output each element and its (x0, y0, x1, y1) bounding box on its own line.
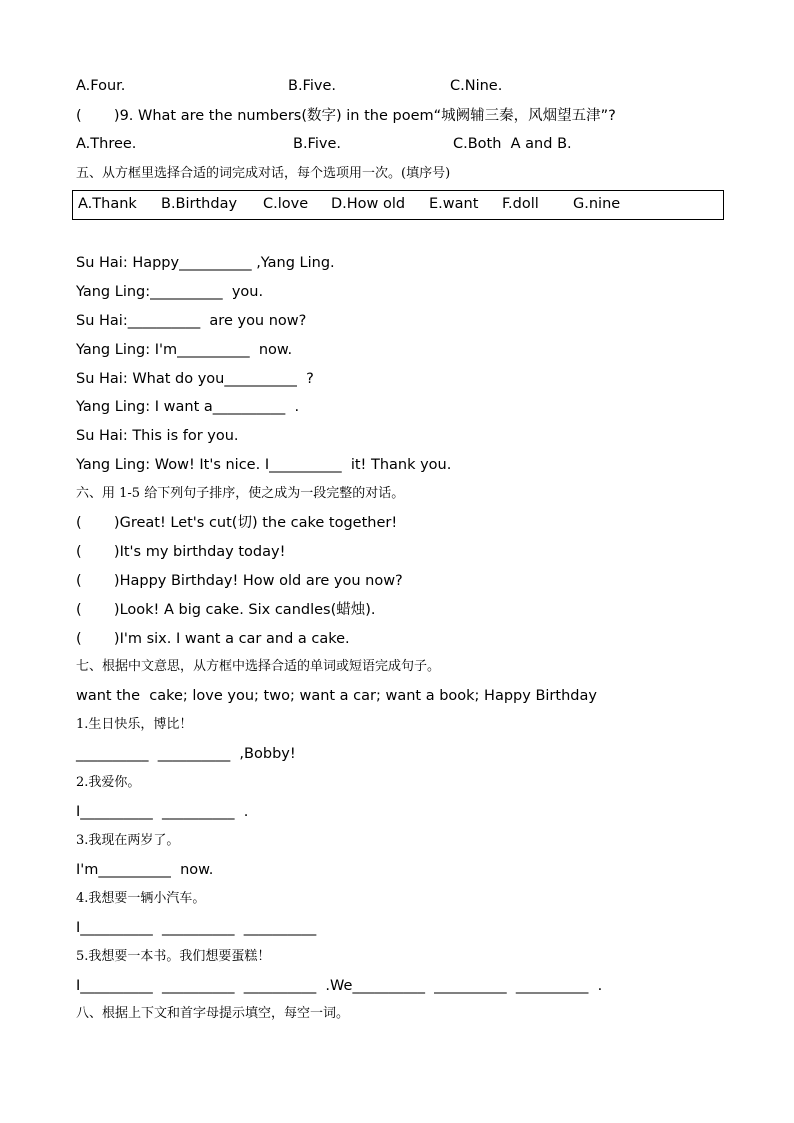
box-option-g: G.nine (573, 196, 621, 212)
dialogue-line: Yang Ling: Wow! It's nice. I__________ it! Thank you. (76, 457, 452, 473)
section7-item-cn: 4.我想要一辆小汽车。 (76, 891, 206, 906)
section7-item-cn: 2.我爱你。 (76, 775, 141, 790)
box-option-c: C.love (263, 196, 309, 212)
order-item: ( )I'm six. I want a car and a cake. (76, 631, 350, 647)
q9-question: ( )9. What are the numbers(数字) in the poem“城阙辅三秦，风烟望五津”? (76, 108, 616, 124)
section7-word-list: want the cake; love you; two; want a car; want a book; Happy Birthday (76, 688, 597, 704)
section7-item-en: I__________ __________ __________ (76, 920, 317, 936)
section5-title: 五、从方框里选择合适的词完成对话，每个选项用一次。(填序号) (76, 166, 451, 181)
q9-option-b: B.Five. (293, 136, 341, 152)
section7-item-cn: 3.我现在两岁了。 (76, 833, 180, 848)
dialogue-line: Yang Ling: I'm__________ now. (76, 342, 293, 358)
word-box (72, 190, 724, 220)
order-item: ( )It's my birthday today! (76, 544, 286, 560)
section7-item-cn: 5.我想要一本书。我们想要蛋糕！ (76, 949, 271, 964)
dialogue-line: Su Hai: What do you__________ ? (76, 371, 314, 387)
q8-option-a: A.Four. (76, 78, 126, 94)
section7-title: 七、根据中文意思，从方框中选择合适的单词或短语完成句子。 (76, 659, 441, 674)
dialogue-line: Su Hai:__________ are you now? (76, 313, 307, 329)
q9-option-a: A.Three. (76, 136, 137, 152)
section8-title: 八、根据上下文和首字母提示填空，每空一词。 (76, 1006, 350, 1021)
box-option-a: A.Thank (78, 196, 137, 212)
box-option-d: D.How old (331, 196, 406, 212)
section7-item-cn: 1.生日快乐，博比！ (76, 717, 193, 732)
dialogue-line: Yang Ling:__________ you. (76, 284, 264, 300)
section7-item-en: I__________ __________ . (76, 804, 249, 820)
dialogue-line: Yang Ling: I want a__________ . (76, 399, 300, 415)
box-option-f: F.doll (502, 196, 539, 212)
section7-item-en: __________ __________ ,Bobby! (76, 746, 296, 762)
box-option-e: E.want (429, 196, 479, 212)
q8-option-c: C.Nine. (450, 78, 503, 94)
dialogue-line: Su Hai: Happy__________ ,Yang Ling. (76, 255, 335, 271)
order-item: ( )Happy Birthday! How old are you now? (76, 573, 403, 589)
q8-option-b: B.Five. (288, 78, 336, 94)
box-option-b: B.Birthday (161, 196, 238, 212)
section6-title: 六、用 1-5 给下列句子排序，使之成为一段完整的对话。 (76, 486, 405, 501)
order-item: ( )Great! Let's cut(切) the cake together! (76, 515, 398, 531)
dialogue-line: Su Hai: This is for you. (76, 428, 239, 444)
order-item: ( )Look! A big cake. Six candles(蜡烛). (76, 602, 376, 618)
section7-item-en: I__________ __________ __________ .We__________ __________ __________ . (76, 978, 603, 994)
q9-option-c: C.Both A and B. (453, 136, 572, 152)
section7-item-en: I'm__________ now. (76, 862, 214, 878)
